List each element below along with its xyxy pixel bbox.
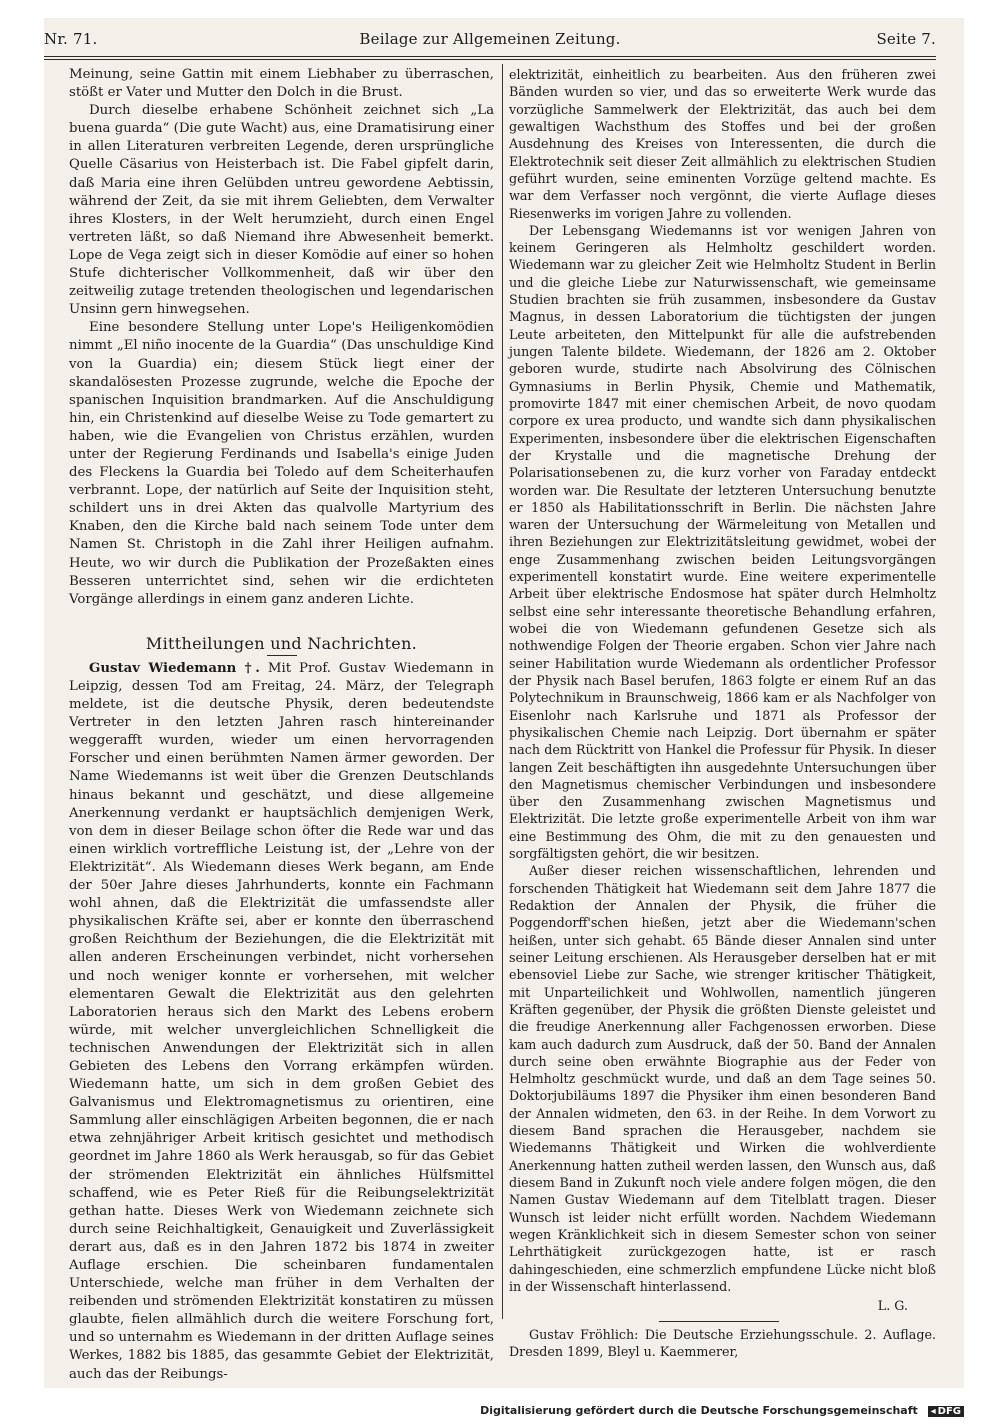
page-number: Seite 7.: [876, 30, 936, 48]
header-rule-secondary: [44, 59, 936, 60]
author-signature: L. G.: [877, 1298, 908, 1314]
column-divider: [502, 64, 503, 1319]
separator-rule: [659, 1321, 779, 1322]
supplement-title: Beilage zur Allgemeinen Zeitung.: [359, 30, 621, 48]
section-heading: Mittheilungen und Nachrichten.: [145, 633, 418, 653]
right-column: [509, 66, 936, 1360]
obituary-paragraph: [69, 660, 494, 1384]
paragraph: Außer dieser reichen wissenschaftlichen, lehrenden und forschenden Thätigkeit hat Wiedemann seit dem Jahre 1877 die Redaktion der Annalen der Physik, die früher die Poggendorff'schen hießen, jetzt aber die Wiedemann'schen heißen, unter sich gehabt. 65 Bände dieser Annalen sind unter seiner Leitung erschienen. Als Herausgeber derselben hat er mit ebensoviel Liebe zur Sache, wie strenger kritischer Thätigkeit, mit Unparteilichkeit und Wohlwollen, namentlich jüngeren Kräften gegenüber, der Physik die größten Dienste geleistet und die freudige Anerkennung aller Fachgenossen erworben. Diese kam auch dadurch zum Ausdruck, daß der 50. Band der Annalen durch seine oben erwähnte Biographie aus der Feder von Helmholtz geschmückt wurde, und daß an dem Tage seines 50. Doktorjubiläums 1897 die Physiker ihm einen besonderen Band der Annalen widmeten, den 63. in der Reihe. In dem Vorwort zu diesem Band sprachen die Herausgeber, nachdem sie Wiedemanns Thätigkeit und Wirken die wohlverdiente Anerkennung hatten zutheil werden lassen, den Wunsch aus, daß diesem Band in Zukunft noch viele andere folgen mögen, die den Namen Gustav Wiedemann auf dem Titelblatt tragen. Dieser Wunsch ist leider nicht erfüllt worden. Nachdem Wiedemann wegen Kränklichkeit sich in diesem Semester schon von seiner Lehrthätigkeit zurückgezogen hatte, ist er rasch dahingeschieden, eine schmerzlich empfundene Lücke nicht bloß in der Wissenschaft hinterlassend.: [509, 863, 936, 1294]
book-entry: Gustav Fröhlich: Die Deutsche Erziehungsschule. 2. Auflage. Dresden 1899, Bleyl u. Kaemmerer,: [509, 1326, 936, 1359]
arrow-icon: ◂: [930, 1405, 936, 1417]
paragraph: elektrizität, einheitlich zu bearbeiten. Aus den früheren zwei Bänden wurden so vier, und das so erweiterte Werk wurde das vorzügliche Sammelwerk der Elektrizität, das auch bei dem gewaltigen Wachsthum des Stoffes und bei der großen Ausdehnung des Kreises von Interessenten, die durch die Elektrotechnik seit dieser Zeit allmählich zu elektrischen Studien geführt wurden, seine eminenten Vorzüge geltend machte. Es war dem Verfasser noch vergönnt, die vierte Auflage dieses Riesenwerks im vorigen Jahre zu vollenden.: [509, 67, 936, 221]
left-column: [69, 66, 494, 1384]
footer-text: Digitalisierung gefördert durch die Deutsche Forschungsgemeinschaft: [480, 1404, 918, 1417]
paragraph: Der Lebensgang Wiedemanns ist vor wenigen Jahren von keinem Geringeren als Helmholtz geschildert worden. Wiedemann war zu gleicher Zeit wie Helmholtz Student in Berlin und die gleiche Liebe zur Naturwissenschaft, wie gemeinsame Studien brachten sie früh zusammen, insbesondere da Gustav Magnus, in dessen Laboratorium die tüchtigsten der jungen Leute arbeiteten, den Mittelpunkt für alle die aufstrebenden jungen Talente bildete. Wiedemann, der 1826 am 2. Oktober geboren wurde, studirte nach Absolvirung des Cölnischen Gymnasiums in Berlin Physik, Chemie und Mathematik, promovirte 1847 mit einer chemischen Arbeit, de novo quodam corpore ex urea producto, und wandte sich dann physikalischen Experimenten, insbesondere über die elektrischen Eigenschaften der Krystalle und die magnetische Drehung der Polarisationsebenen zu, die kurz vorher von Faraday entdeckt worden war. Die Resultate der letzteren Untersuchung benutzte er 1850 als Habilitationsschrift in Berlin. Die nächsten Jahre waren der Untersuchung der Wärmeleitung von Metallen und ihren Beziehungen zur Elektrizitätsleitung gewidmet, wobei der enge Zusammenhang zwischen beiden Leitungsvorgängen experimentell konstatirt wurde. Eine weitere experimentelle Arbeit über elektrische Endosmose hat später durch Helmholtz selbst eine sehr interessante theoretische Behandlung erfahren, wobei die von Wiedemann gefundenen Gesetze sich als nothwendige Folgen der Theorie ergaben. Schon vier Jahre nach seiner Habilitation wurde Wiedemann als ordentlicher Professor der Physik nach Basel berufen, 1863 folgte er einem Ruf an das Polytechnikum in Braunschweig, 1866 kam er als Nachfolger von Eisenlohr nach Karlsruhe und 1871 als Professor der physikalischen Chemie nach Leipzig. Dort übernahm er später nach dem Rücktritt von Hankel die Professur für Physik. In dieser langen Zeit beschäftigten ihn ausgedehnte Untersuchungen über den Magnetismus chemischer Verbindungen und insbesondere über den Zusammenhang zwischen Magnetismus und Elektrizität. Die letzte große experimentelle Arbeit von ihm war eine Bestimmung des Ohm, die mit zu den genauesten und sorgfältigsten gehört, die wir besitzen.: [509, 222, 936, 862]
heading-rule: [267, 655, 297, 656]
digitization-footer: [480, 1404, 964, 1417]
obituary-text: Mit Prof. Gustav Wiedemann in Leipzig, dessen Tod am Freitag, 24. März, der Telegraph meldete, ist die deutsche Physik, deren bedeutendste Vertreter in den letzten Jahren rasch hintereinander weggerafft wurden, wieder um einen hervorragenden Forscher und einen berühmten Namen ärmer geworden. Der Name Wiedemanns ist weit über die Grenzen Deutschlands hinaus bekannt und geschätzt, und diese allgemeine Anerkennung verdankt er hauptsächlich demjenigen Werk, von dem in dieser Beilage schon öfter die Rede war und das einen wirklich vortreffliche Leistung ist, der „Lehre von der Elektrizität“. Als Wiedemann dieses Werk begann, am Ende der 50er Jahre dieses Jahrhunderts, konnte ein Fachmann wohl ahnen, daß die Elektrizität die umfassendste aller physikalischen Kräfte sei, aber er konnte den überraschend großen Reichthum der Beziehungen, die die Elektrizität mit allen anderen Erscheinungen verbindet, nicht vorhersehen und noch weniger konnte er vorhersehen, mit welcher elementaren Gewalt die Elektrizität aus den gelehrten Laboratorien heraus sich den Markt des Lebens erobern würde, mit welcher unvergleichlichen Schnelligkeit die technischen Anwendungen der Elektrizität sich in allen Gebieten des Lebens den Vorrang erkämpfen würden. Wiedemann hatte, um sich in dem großen Gebiet des Galvanismus und Elektromagnetismus zu orientiren, eine Sammlung aller einschlägigen Arbeiten begonnen, die er nach etwa zehnjähriger Arbeit kritisch gesichtet und methodisch geordnet im Jahre 1860 als Werk herausgab, so für das Gebiet der strömenden Elektrizität ein ähnliches Hülfsmittel schaffend, wie es Peter Rieß für die Reibungselektrizität gethan hatte. Dieses Werk von Wiedemann zeichnete sich durch seine Reichhaltigkeit, Genauigkeit und Zuverlässigkeit derart aus, daß es in den Jahren 1872 bis 1874 in zweiter Auflage erschien. Die scheinbaren fundamentalen Unterschiede, welche man früher in dem Verhalten der reibenden und strömenden Elektrizität konstatiren zu müssen glaubte, fielen allmählich durch die weitere Forschung fort, und so unternahm es Wiedemann in der dritten Auflage seines Werkes, 1882 bis 1885, das gesammte Gebiet der Elektrizität, auch das der Reibungs-: [69, 660, 494, 1382]
dfg-logo: [928, 1406, 964, 1417]
paragraph: Eine besondere Stellung unter Lope's Heiligenkomödien nimmt „El niño inocente de la Guardia“ (Das unschuldige Kind von la Guardia) ein; diesem Stück liegt einer der skandalösesten Prozesse zugrunde, welche die Epoche der spanischen Inquisition brandmarken. Auf die Anschuldigung hin, ein Christenkind auf dieselbe Weise zu Tode gemartert zu haben, wie die Evangelien von Christus erzählen, wurden unter der Regierung Ferdinands und Isabella's einige Juden des Fleckens la Guardia bei Toledo auf dem Scheiterhaufen verbrannt. Lope, der natürlich auf Seite der Inquisition steht, schildert uns in drei Akten das qualvolle Martyrium des Knaben, den die Kirche bald nach seinem Tode unter dem Namen St. Christoph in die Zahl ihrer Heiligen aufnahm. Heute, wo wir durch die Publikation der Prozeßakten eines Besseren unterrichtet sind, sehen wir die erdichteten Vorgänge allerdings in einem ganz anderen Lichte.: [69, 320, 494, 607]
obituary-name: Gustav Wiedemann †.: [89, 660, 260, 676]
paragraph: Meinung, seine Gattin mit einem Liebhaber zu überraschen, stößt er Vater und Mutter den Dolch in die Brust.: [69, 67, 494, 101]
header-rule: [44, 56, 936, 57]
issue-number: Nr. 71.: [44, 30, 98, 48]
paragraph: Durch dieselbe erhabene Schönheit zeichnet sich „La buena guarda“ (Die gute Wacht) aus, eine Dramatisirung einer in allen Literaturen verbreiten Legende, deren ursprüngliche Quelle Cäsarius von Heisterbach ist. Die Fabel gipfelt darin, daß Maria eine ihren Gelübden untreu gewordene Aebtissin, während der Zeit, da sie mit ihrem Geliebten, dem Verwalter ihres Klosters, in der Welt herumzieht, durch einen Engel vertreten läßt, so daß Niemand ihre Abwesenheit bemerkt. Lope de Vega zeigt sich in dieser Komödie auf einer so hohen Stufe dichterischer Vollkommenheit, daß wir über den zeitweilig zutage tretenden theologischen und legendarischen Unsinn gern hinwegsehen.: [69, 103, 494, 318]
dfg-logo-text: DFG: [937, 1405, 961, 1417]
